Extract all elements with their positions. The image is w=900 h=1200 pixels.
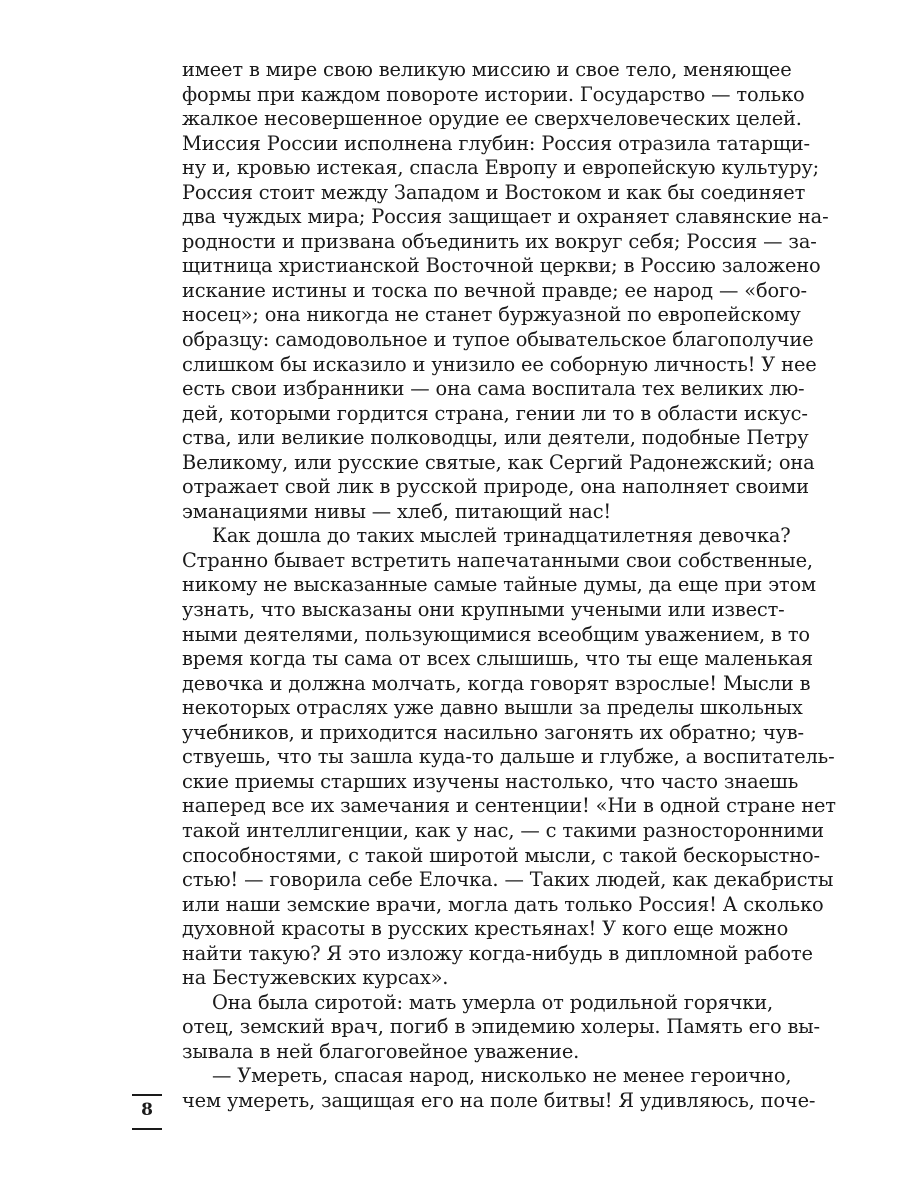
text-line: родности и призвана объединить их вокруг себя; Россия — за- [182,229,817,253]
text-line: Россия стоит между Западом и Востоком и как бы соединяет [182,180,806,204]
text-line: дей, которыми гордится страна, гении ли то в области искус- [182,401,808,425]
text-line: — Умереть, спасая народ, нисколько не менее героично, [212,1064,792,1088]
text-line: жалкое несовершенное орудие ее сверхчеловеческих целей. [182,107,802,131]
text-line: учебников, и приходится насильно загонять их обратно; чув- [182,720,804,744]
text-line: есть свои избранники — она сама воспитала тех великих лю- [182,377,805,401]
text-line: искание истины и тоска по вечной правде; ее народ — «бого- [182,278,807,302]
text-line: стью! — говорила себе Елочка. — Таких людей, как декабристы [182,868,834,892]
paragraph [182,58,829,524]
body-text [182,58,836,1114]
text-line: некоторых отраслях уже давно вышли за пределы школьных [182,696,803,720]
text-line: Великому, или русские святые, как Сергий Радонежский; она [182,450,815,474]
text-line: щитница христианской Восточной церкви; в Россию заложено [182,254,821,278]
text-line: ствуешь, что ты зашла куда-то дальше и глубже, а воспитатель- [182,745,835,769]
text-line: чем умереть, защищая его на поле битвы! Я удивляюсь, поче- [182,1088,816,1112]
page-number-rule-bottom [132,1128,162,1130]
text-line: отец, земский врач, погиб в эпидемию холеры. Память его вы- [182,1015,820,1039]
text-line: ские приемы старших изучены настолько, что часто знаешь [182,769,799,793]
text-line: никому не высказанные самые тайные думы, да еще при этом [182,573,816,597]
text-line: наперед все их замечания и сентенции! «Ни в одной стране нет [182,794,836,818]
text-line: девочка и должна молчать, когда говорят взрослые! Мысли в [182,671,811,695]
text-line: найти такую? Я это изложу когда-нибудь в дипломной работе [182,941,813,965]
page-number: 8 [141,1100,153,1120]
text-line: Она была сиротой: мать умерла от родильной горячки, [212,990,774,1014]
text-line: или наши земские врачи, могла дать только Россия! А сколько [182,892,824,916]
text-line: Странно бывает встретить напечатанными свои собственные, [182,548,813,572]
text-line: формы при каждом повороте истории. Государство — только [182,82,805,106]
text-line: образцу: самодовольное и тупое обывательское благополучие [182,328,814,352]
text-line: узнать, что высказаны они крупными учеными или извест- [182,598,785,622]
text-line: имеет в мире свою великую миссию и свое тело, меняющее [182,58,792,81]
text-line: время когда ты сама от всех слышишь, что ты еще маленькая [182,647,813,671]
text-line: ну и, кровью истекая, спасла Европу и европейскую культуру; [182,156,819,180]
text-line: два чуждых мира; Россия защищает и охраняет славянские на- [182,205,829,229]
text-line: отражает свой лик в русской природе, она наполняет своими [182,475,809,499]
text-line: ства, или великие полководцы, или деятели, подобные Петру [182,426,809,450]
text-line: на Бестужевских курсах». [182,966,449,990]
text-line: Миссия России исполнена глубин: Россия отразила татарщи- [182,131,810,155]
text-line: ными деятелями, пользующимися всеобщим уважением, в то [182,622,810,646]
text-line: духовной красоты в русских крестьянах! У кого еще можно [182,917,789,941]
text-line: слишком бы исказило и унизило ее соборную личность! У нее [182,352,817,376]
text-line: Как дошла до таких мыслей тринадцатилетняя девочка? [212,524,791,548]
text-line: эманациями нивы — хлеб, питающий нас! [182,499,612,523]
text-line: зывала в ней благоговейное уважение. [182,1039,580,1063]
text-line: такой интеллигенции, как у нас, — с такими разносторонними [182,818,824,842]
text-line: носец»; она никогда не станет буржуазной по европейскому [182,303,801,327]
text-line: способностями, с такой широтой мысли, с такой бескорыстно- [182,843,820,867]
paragraph [182,524,836,990]
page-number-rule-top [132,1094,162,1096]
paragraph [182,1064,816,1113]
paragraph [182,990,820,1065]
